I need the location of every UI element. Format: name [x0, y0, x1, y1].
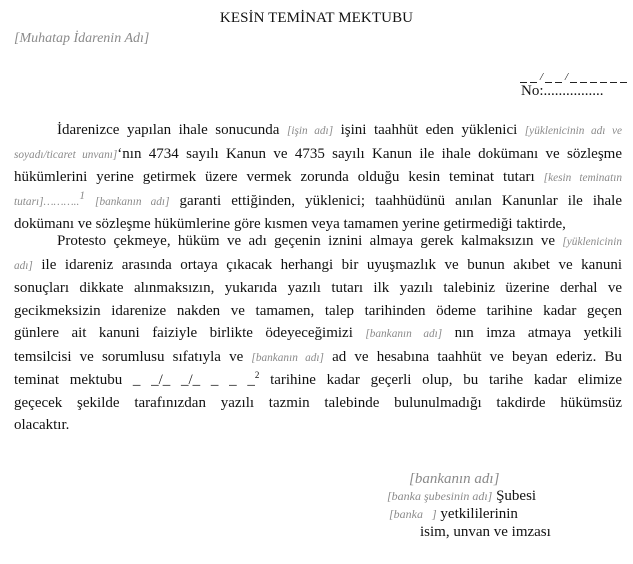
paragraph-2	[14, 230, 622, 437]
branch-label: Şubesi	[496, 488, 537, 504]
text: garanti ettiğinden, yüklenici; taahhüdünü anılan Kanunlar ile ihale	[179, 192, 623, 209]
contractor-name-placeholder: [yüklenicinin adı ve	[524, 125, 623, 137]
paragraph-line	[14, 190, 622, 214]
paragraph-line: gecikmeksizin idarenize nakden ve tamamen, talep tarihinden ödeme tarihine kadar geçen	[14, 302, 622, 319]
paragraph-line: geçecek şekilde tarafınızdan yazılı tazmin talebinde bulunulmadığı takdirde hükümsüz	[14, 394, 622, 411]
bank-name-placeholder: [bankanın adı]	[251, 351, 324, 364]
amount-dots: ………..	[43, 195, 80, 208]
text: Protesto çekmeye, hüküm ve adı geçenin iznini almaya gerek kalmaksızın ve	[57, 233, 556, 249]
paragraph-line	[14, 254, 622, 278]
bank-name-placeholder: [bankanın adı]	[365, 328, 443, 340]
text: işini taahhüt eden yüklenici	[340, 122, 518, 138]
validity-date-blank: _ _/_ _/_ _ _ _	[132, 372, 255, 388]
paragraph-line: dokümanı ve sözleşme hükümlerine göre kısmen veya tamamen yerine getirmediği taktirde,	[14, 216, 566, 232]
text: hükümlerini yerine getirmek üzere vermek zorunda olduğu kesin teminat tutarı	[14, 169, 535, 185]
date-dash	[610, 82, 617, 83]
paragraph-line	[14, 346, 622, 370]
paragraph-line	[14, 166, 622, 190]
paragraph-1	[14, 119, 622, 236]
contractor-name-placeholder: [yüklenicinin	[562, 236, 622, 248]
bank-name-placeholder: [bankanın adı]	[95, 195, 170, 208]
text: günlere ait kanuni faiziyle birlikte ödeyeceğimizi	[14, 325, 353, 341]
paragraph-line	[14, 230, 622, 254]
paragraph-line	[14, 322, 622, 346]
footnote-marker: 1	[79, 189, 85, 202]
text: ‘nın 4734 sayılı Kanun ve 4735 sayılı Kanun ile ihale dokümanı ve sözleşme	[117, 145, 623, 162]
text: ile idareniz arasında ortaya çıkacak herhangi bir uyuşmazlık ve bunun akıbet ve kanuni	[41, 256, 622, 273]
bank-placeholder: [banka ]	[389, 507, 437, 521]
branch-name-placeholder: [banka şubesinin adı]	[387, 489, 493, 503]
authorized-label: yetkililerinin	[440, 506, 518, 522]
text: İdarenizce yapılan ihale sonucunda	[57, 122, 280, 138]
paragraph-line	[14, 143, 622, 167]
letter-number: No:................	[521, 83, 604, 99]
text: tarihine kadar geçerli olup, bu tarihe kadar elimize	[270, 372, 623, 388]
paragraph-line	[14, 369, 622, 392]
paragraph-line	[14, 119, 622, 143]
contractor-name-placeholder: adı]	[14, 259, 33, 272]
date-slash: /	[540, 71, 544, 83]
text: nın imza atmaya yetkili	[454, 325, 622, 341]
guarantee-amount-placeholder: [kesin teminatın	[543, 172, 623, 184]
name-title-signature: isim, unvan ve imzası	[420, 524, 551, 540]
contractor-name-placeholder: soyadı/ticaret unvanı]	[14, 148, 118, 161]
text: temsilcisi ve sorumlusu sıfatıyla ve	[14, 348, 244, 365]
work-name-placeholder: [işin adı]	[286, 125, 334, 137]
text: teminat mektubu	[14, 372, 123, 388]
date-slash: /	[565, 71, 569, 83]
paragraph-line: sonuçları dikkate alınmaksızın, yukarıda yazılı tutarı ilk yazılı talebiniz üzerine derhal ve	[14, 280, 622, 296]
addressee-placeholder: [Muhatap İdarenin Adı]	[14, 31, 150, 46]
branch-line	[387, 488, 536, 505]
bank-name-placeholder: [bankanın adı]	[409, 471, 500, 487]
guarantee-amount-placeholder: tutarı]	[14, 195, 44, 208]
footnote-marker: 2	[254, 370, 260, 380]
paragraph-line: olacaktır.	[14, 417, 70, 433]
document-title: KESİN TEMİNAT MEKTUBU	[219, 10, 414, 26]
authorized-line	[389, 506, 518, 523]
date-dash	[620, 82, 627, 83]
text: ad ve hesabına taahhüt ve beyan ederiz. Bu	[332, 348, 622, 365]
